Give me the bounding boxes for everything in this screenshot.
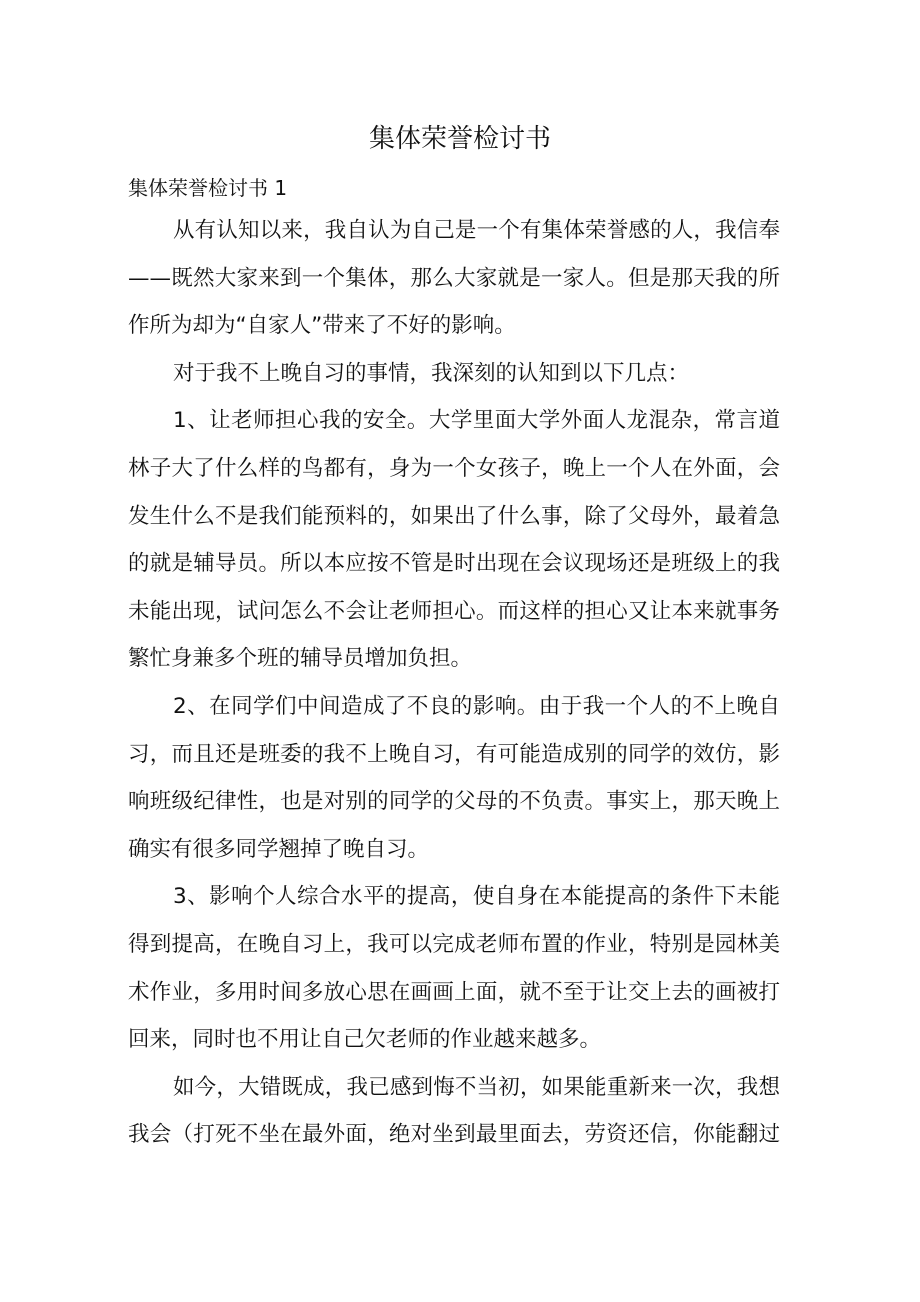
paragraph [128,690,780,880]
document-body [128,214,780,1166]
paragraph-line: 发生什么不是我们能预料的，如果出了什么事，除了父母外，最着急 [128,503,780,529]
paragraph-line: 确实有很多同学翘掉了晚自习。 [128,836,430,862]
paragraph-line: 从有认知以来，我自认为自己是一个有集体荣誉感的人，我信奉 [173,218,780,243]
paragraph-line: 习，而且还是班委的我不上晚自习，有可能造成别的同学的效仿，影 [128,741,780,767]
paragraph-line: 对于我不上晚自习的事情，我深刻的认知到以下几点： [173,360,690,386]
paragraph-line: 作所为却为“自家人”带来了不好的影响。 [128,313,516,339]
paragraph-line: 响班级纪律性，也是对别的同学的父母的不负责。事实上，那天晚上 [128,789,780,815]
document-title: 集体荣誉检讨书 [368,124,551,154]
paragraph-line: 得到提高，在晚自习上，我可以完成老师布置的作业，特别是园林美 [128,931,780,957]
paragraph [128,357,780,405]
paragraph [128,880,780,1070]
paragraph-line: 我会（打死不坐在最外面，绝对坐到最里面去，劳资还信，你能翻过 [128,1122,780,1148]
paragraph [128,214,780,357]
paragraph-line: 2、在同学们中间造成了不良的影响。由于我一个人的不上晚自 [173,693,780,719]
paragraph-line: 林子大了什么样的鸟都有，身为一个女孩子，晚上一个人在外面，会 [128,455,780,481]
paragraph-line: 回来，同时也不用让自己欠老师的作业越来越多。 [128,1027,602,1053]
paragraph-line: 1、让老师担心我的安全。大学里面大学外面人龙混杂，常言道 [173,408,780,434]
paragraph-line: 3、影响个人综合水平的提高，使自身在本能提高的条件下未能 [173,884,780,910]
paragraph [128,404,780,690]
paragraph [128,1071,780,1166]
paragraph-line: 如今，大错既成，我已感到悔不当初，如果能重新来一次，我想 [173,1074,780,1100]
paragraph-line: ——既然大家来到一个集体，那么大家就是一家人。但是那天我的所 [128,265,780,291]
paragraph-line: 未能出现，试问怎么不会让老师担心。而这样的担心又让本来就事务 [128,598,780,624]
section-heading: 集体荣誉检讨书 1 [128,176,288,200]
paragraph-line: 术作业，多用时间多放心思在画画上面，就不至于让交上去的画被打 [128,979,780,1005]
paragraph-line: 繁忙身兼多个班的辅导员增加负担。 [128,646,473,672]
paragraph-line: 的就是辅导员。所以本应按不管是时出现在会议现场还是班级上的我 [128,551,780,577]
